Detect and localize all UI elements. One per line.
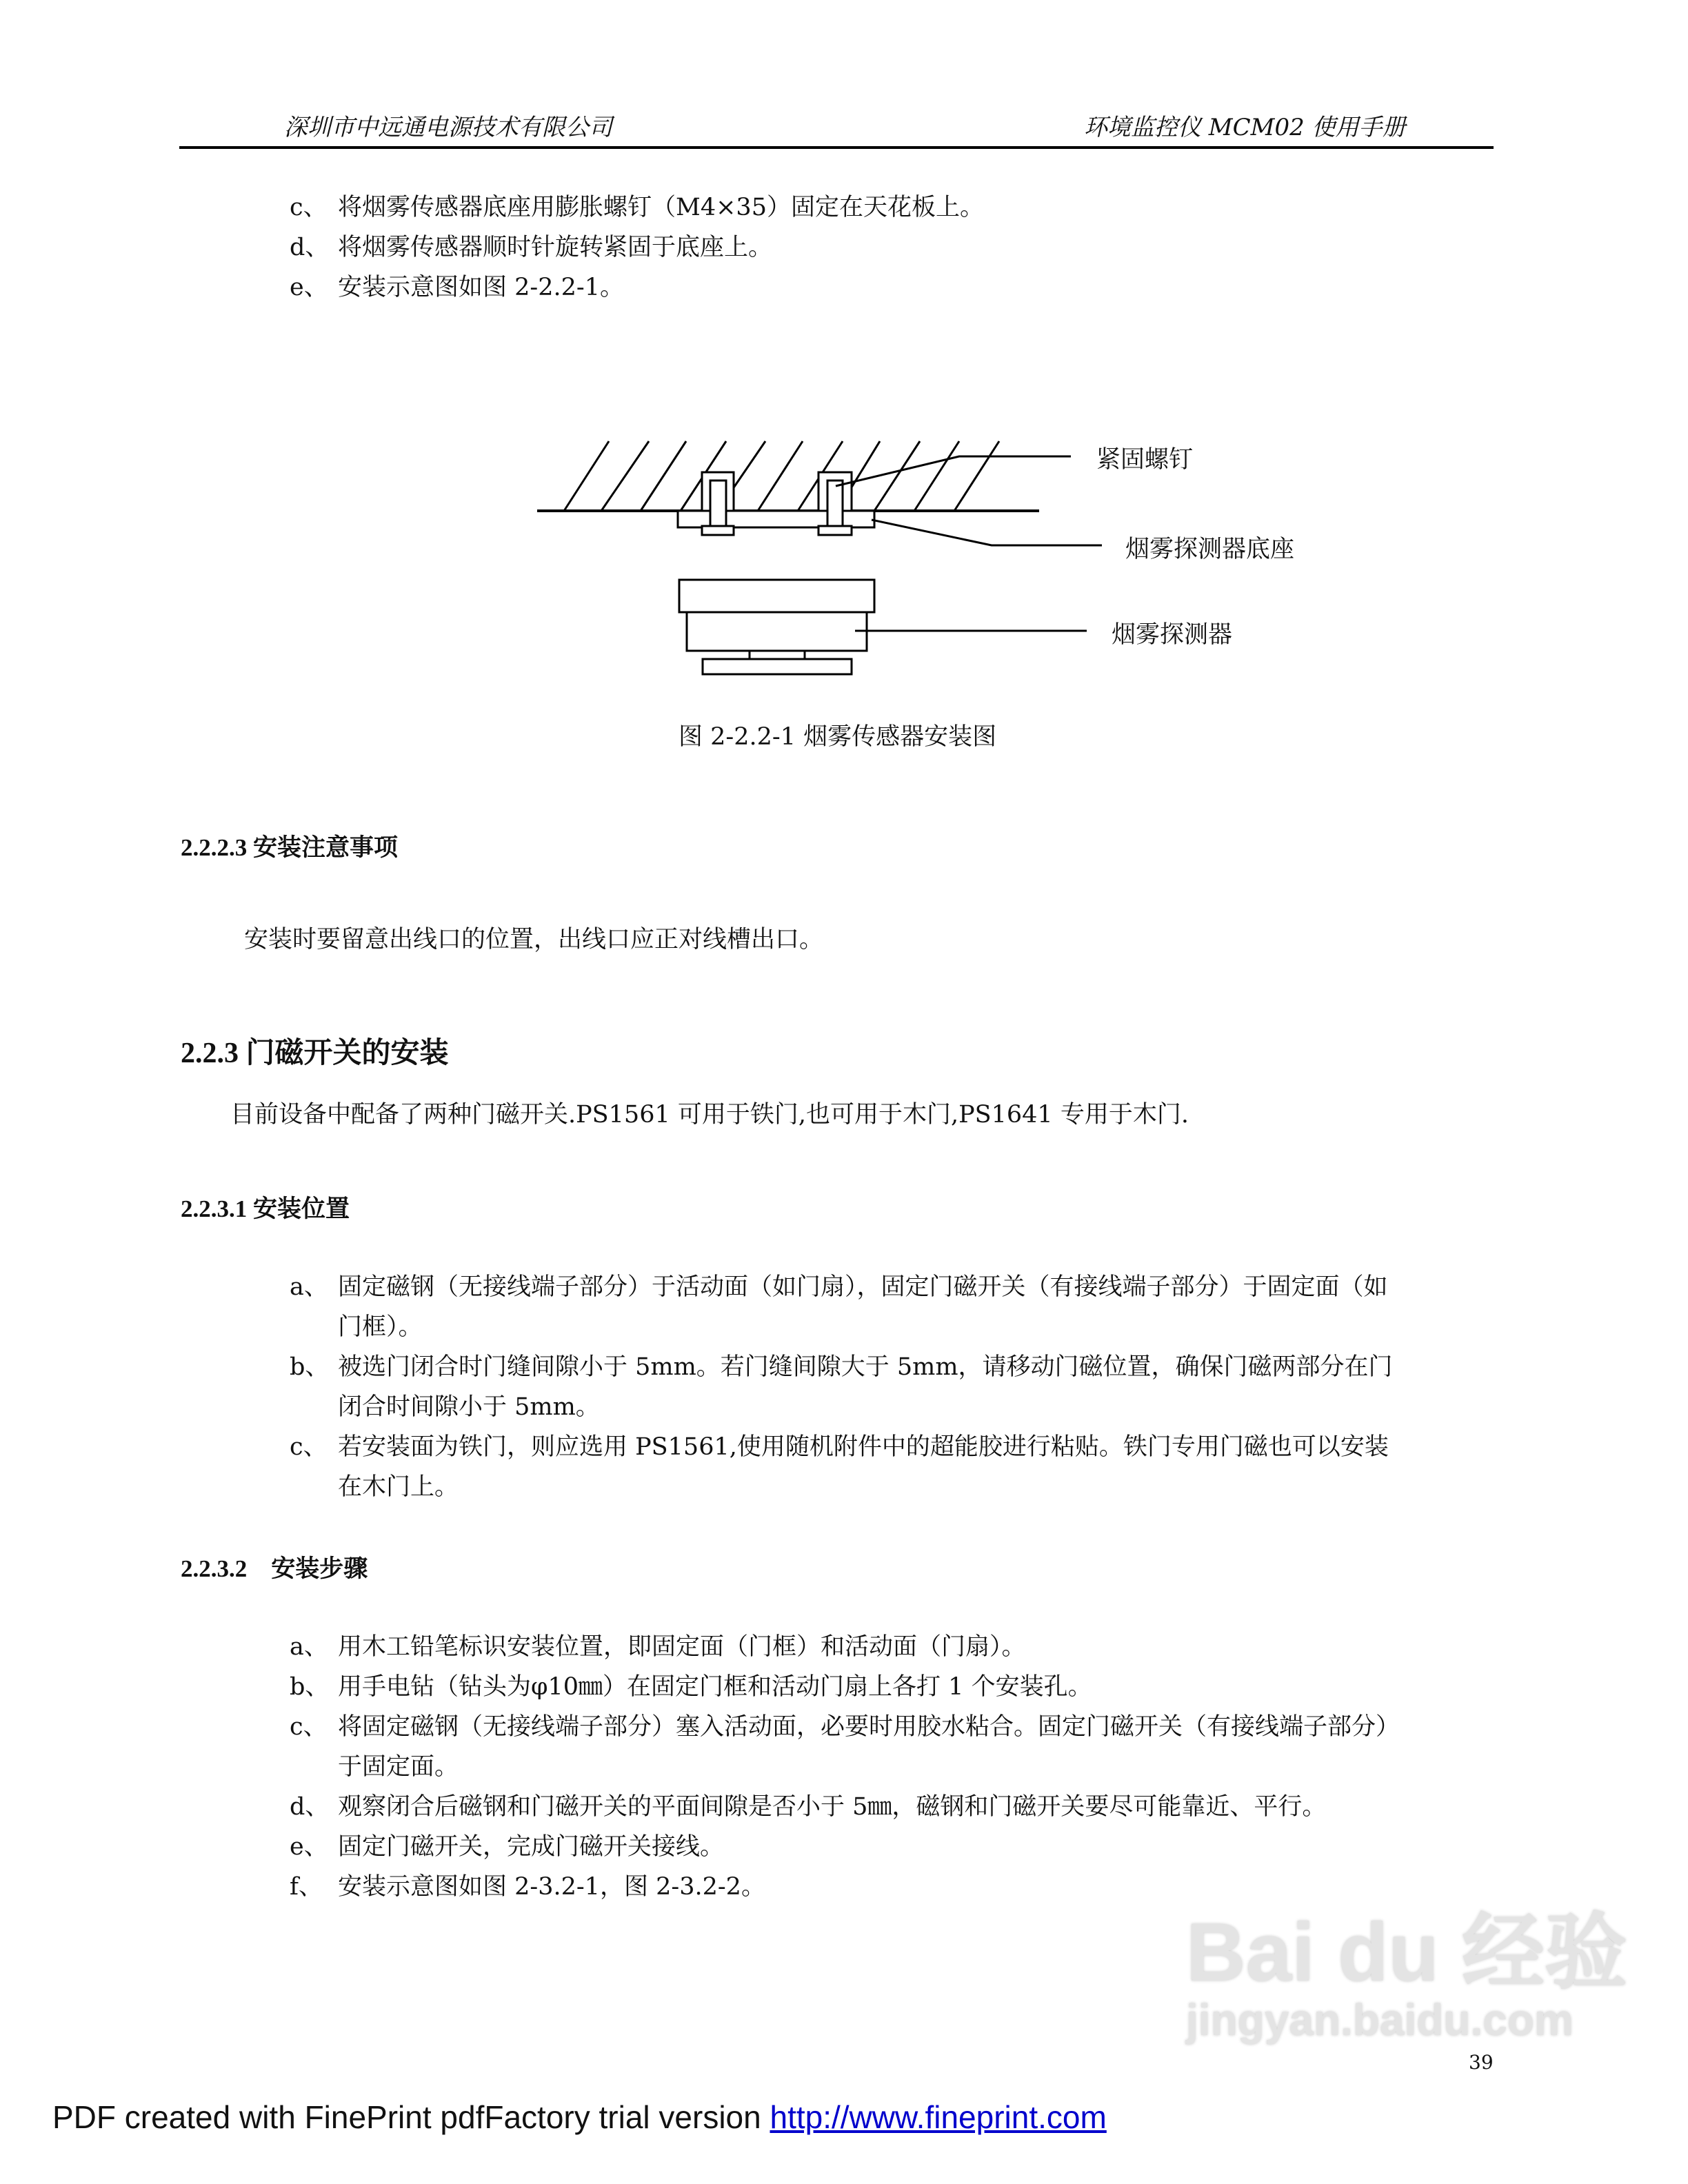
section-heading: 2.2.3.2 安装步骤 <box>181 1555 368 1582</box>
item-text: 被选门闭合时门缝间隙小于 5mm。若门缝间隙大于 5mm，请移动门磁位置，确保门磁两部分在门 <box>338 1353 1393 1381</box>
baidu-watermark-logo: Bai du 经验 <box>1186 1906 1628 1999</box>
item-label: c、 <box>290 1713 328 1741</box>
ceiling-hatch <box>564 441 999 511</box>
step-label: d、 <box>290 234 330 261</box>
paragraph: 目前设备中配备了两种门磁开关.PS1561 可用于铁门,也可用于木门,PS1641 专用于木门. <box>230 1101 1189 1129</box>
item-text: 用木工铅笔标识安装位置，即固定面（门框）和活动面（门扇）。 <box>338 1633 1026 1661</box>
item-label: a、 <box>290 1273 328 1301</box>
pdf-footer <box>52 2101 1107 2133</box>
section-heading: 2.2.2.3 安装注意事项 <box>181 834 399 861</box>
label-smoke-detector: 烟雾探测器 <box>1112 621 1233 649</box>
item-text: 用手电钻（钻头为φ10㎜）在固定门框和活动门扇上各打 1 个安装孔。 <box>338 1673 1092 1701</box>
item-text: 在木门上。 <box>338 1473 459 1501</box>
item-label: e、 <box>290 1833 328 1861</box>
section-heading: 2.2.3.1 安装位置 <box>181 1195 350 1222</box>
item-label: a、 <box>290 1633 328 1661</box>
section-heading: 2.2.3 门磁开关的安装 <box>181 1038 449 1069</box>
step-text: 安装示意图如图 2-2.2-1。 <box>338 274 624 301</box>
item-text: 固定门磁开关，完成门磁开关接线。 <box>338 1833 725 1861</box>
item-label: b、 <box>290 1673 330 1701</box>
item-text: 门框）。 <box>338 1313 423 1341</box>
item-text: 安装示意图如图 2-3.2-1，图 2-3.2-2。 <box>338 1873 765 1901</box>
item-label: d、 <box>290 1793 330 1821</box>
label-fastening-screw: 紧固螺钉 <box>1096 446 1194 474</box>
step-text: 将烟雾传感器顺时针旋转紧固于底座上。 <box>338 234 773 261</box>
item-label: f、 <box>290 1873 323 1901</box>
step-text: 将烟雾传感器底座用膨胀螺钉（M4×35）固定在天花板上。 <box>338 194 984 221</box>
item-label: b、 <box>290 1353 330 1381</box>
step-label: e、 <box>290 274 328 301</box>
header-company: 深圳市中远通电源技术有限公司 <box>284 114 612 141</box>
item-label: c、 <box>290 1433 328 1461</box>
figure-caption: 图 2-2.2-1 烟雾传感器安装图 <box>679 723 997 751</box>
item-text: 观察闭合后磁钢和门磁开关的平面间隙是否小于 5㎜，磁钢和门磁开关要尽可能靠近、平行。 <box>338 1793 1327 1821</box>
fineprint-link[interactable]: http://www.fineprint.com <box>770 2099 1107 2135</box>
item-text: 若安装面为铁门，则应选用 PS1561,使用随机附件中的超能胶进行粘贴。铁门专用门磁也可以安装 <box>338 1433 1389 1461</box>
smoke-detector <box>679 580 874 674</box>
item-text: 将固定磁钢（无接线端子部分）塞入活动面，必要时用胶水粘合。固定门磁开关（有接线端子部分） <box>338 1713 1400 1741</box>
header-manual-title: 环境监控仪 MCM02 使用手册 <box>1084 114 1406 141</box>
label-detector-base: 烟雾探测器底座 <box>1125 536 1295 563</box>
detector-base <box>678 511 874 527</box>
baidu-watermark-url: jingyan.baidu.com <box>1186 1995 1574 2045</box>
leader-lines <box>836 456 1102 631</box>
item-text: 固定磁钢（无接线端子部分）于活动面（如门扇），固定门磁开关（有接线端子部分）于固定面（如 <box>338 1273 1388 1301</box>
smoke-sensor-installation-diagram <box>0 0 1688 758</box>
paragraph: 安装时要留意出线口的位置，出线口应正对线槽出口。 <box>244 926 824 953</box>
footer-text: PDF created with FinePrint pdfFactory trial version <box>52 2099 770 2135</box>
step-label: c、 <box>290 194 328 221</box>
item-text: 于固定面。 <box>338 1753 459 1781</box>
page-number: 39 <box>1469 2051 1494 2074</box>
item-text: 闭合时间隙小于 5mm。 <box>338 1393 600 1421</box>
